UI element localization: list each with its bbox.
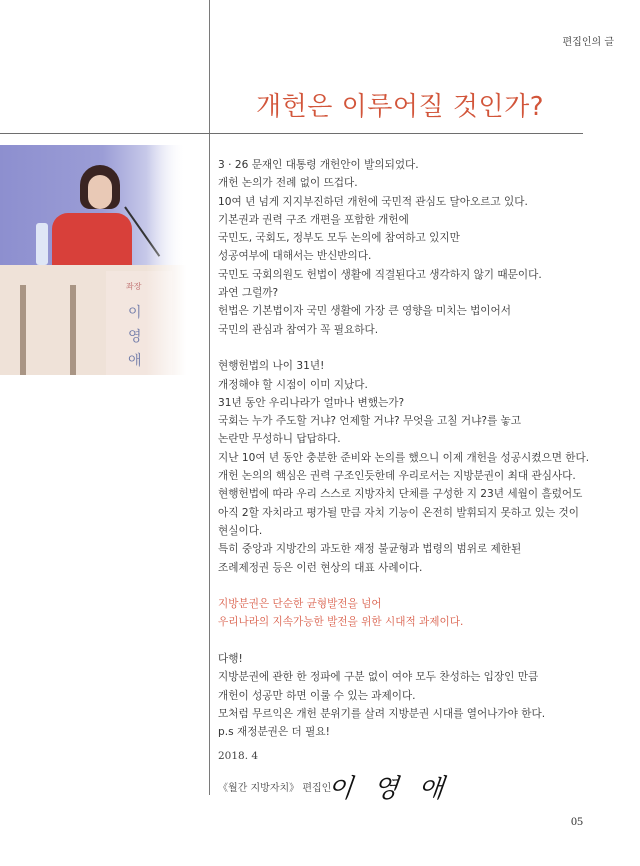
- page-number: 05: [571, 814, 583, 828]
- text-line: 국민의 관심과 참여가 꼭 필요하다.: [218, 323, 379, 336]
- water-bottle: [36, 223, 48, 265]
- date: 2018. 4: [218, 750, 259, 762]
- text-line: 개헌 논의의 핵심은 권력 구조인듯한데 우리로서는 지방분권이 최대 관심사다.: [218, 470, 576, 483]
- text-line: 지방분권은 단순한 균형발전을 넘어: [218, 598, 382, 611]
- text-line: 성공여부에 대해서는 반신반의다.: [218, 250, 372, 263]
- article-title: 개헌은 이루어질 것인가?: [256, 92, 544, 122]
- nameplate-name: 이영애: [128, 305, 142, 369]
- text-line: 3 · 26 문재인 대통령 개헌안이 발의되었다.: [218, 159, 419, 171]
- nameplate-role: 좌장: [126, 282, 142, 291]
- text-line: 지방분권에 관한 한 정파에 구분 없이 여야 모두 찬성하는 입장인 만큼: [218, 671, 539, 684]
- text-line: 개헌 논의가 전례 없이 뜨겁다.: [218, 177, 358, 190]
- text-line: 아직 2할 자치라고 평가될 만큼 자치 기능이 온전히 발휘되지 못하고 있는 것이: [218, 506, 580, 519]
- signature-label: 《월간 지방자치》 편집인: [218, 783, 332, 794]
- photo-fade: [146, 145, 186, 375]
- desk-leg: [70, 285, 76, 375]
- text-line: 31년 동안 우리나라가 얼마나 변했는가?: [218, 396, 405, 409]
- text-line: 헌법은 기본법이자 국민 생활에 가장 큰 영향을 미치는 법이어서: [218, 305, 512, 318]
- text-line: 모처럼 무르익은 개헌 분위기를 살려 지방분권 시대를 열어나가야 한다.: [218, 707, 546, 720]
- text-line: 개헌이 성공만 하면 이룰 수 있는 과제이다.: [218, 689, 416, 702]
- text-line: 특히 중앙과 지방간의 과도한 재정 불균형과 법령의 범위로 제한된: [218, 543, 522, 556]
- text-line: 국민도, 국회도, 정부도 모두 논의에 참여하고 있지만: [218, 232, 460, 245]
- text-line: 10여 년 넘게 지지부진하던 개헌에 국민적 관심도 달아오르고 있다.: [218, 195, 528, 208]
- text-line: p.s 재정분권은 더 필요!: [218, 726, 330, 739]
- speaker-face: [88, 175, 112, 209]
- vertical-rule: [209, 0, 210, 795]
- paragraph-gap: [218, 632, 628, 650]
- speaker-figure: [52, 213, 132, 269]
- paragraph-gap: [218, 339, 628, 357]
- text-line: 현행헌법에 따라 우리 스스로 지방자치 단체를 구성한 지 23년 세월이 흘렀어도: [218, 488, 583, 501]
- text-line: 국회는 누가 주도할 거냐? 언제할 거냐? 무엇을 고칠 거냐?를 놓고: [218, 415, 522, 428]
- handwritten-signature: 이 영 애: [326, 774, 452, 804]
- text-line: 개정해야 할 시점이 이미 지났다.: [218, 378, 368, 391]
- section-label: 편집인의 글: [562, 37, 614, 48]
- text-line: 과연 그럴까?: [218, 287, 279, 300]
- paragraph-4: [218, 650, 628, 741]
- text-line: 기본권과 권력 구조 개편을 포함한 개헌에: [218, 213, 409, 226]
- paragraph-2: [218, 357, 628, 577]
- text-line: 현행헌법의 나이 31년!: [218, 360, 325, 373]
- paragraph-gap: [218, 577, 628, 595]
- text-line: 지난 10여 년 동안 충분한 준비와 논의를 했으니 이제 개헌을 성공시켰으면 한다.: [218, 451, 590, 464]
- text-line: 논란만 무성하니 답답하다.: [218, 433, 341, 446]
- text-line: 현실이다.: [218, 524, 263, 537]
- highlighted-paragraph: [218, 595, 628, 632]
- article-body: [218, 156, 628, 742]
- text-line: 우리나라의 지속가능한 발전을 위한 시대적 과제이다.: [218, 616, 464, 629]
- speaker-photo: [0, 145, 186, 375]
- paragraph-1: [218, 156, 628, 339]
- horizontal-rule: [0, 133, 583, 134]
- text-line: 다행!: [218, 653, 243, 666]
- text-line: 조례제정권 등은 이런 현상의 대표 사례이다.: [218, 561, 423, 574]
- desk-leg: [20, 285, 26, 375]
- text-line: 국민도 국회의원도 헌법이 생활에 직결된다고 생각하지 않기 때문이다.: [218, 268, 542, 281]
